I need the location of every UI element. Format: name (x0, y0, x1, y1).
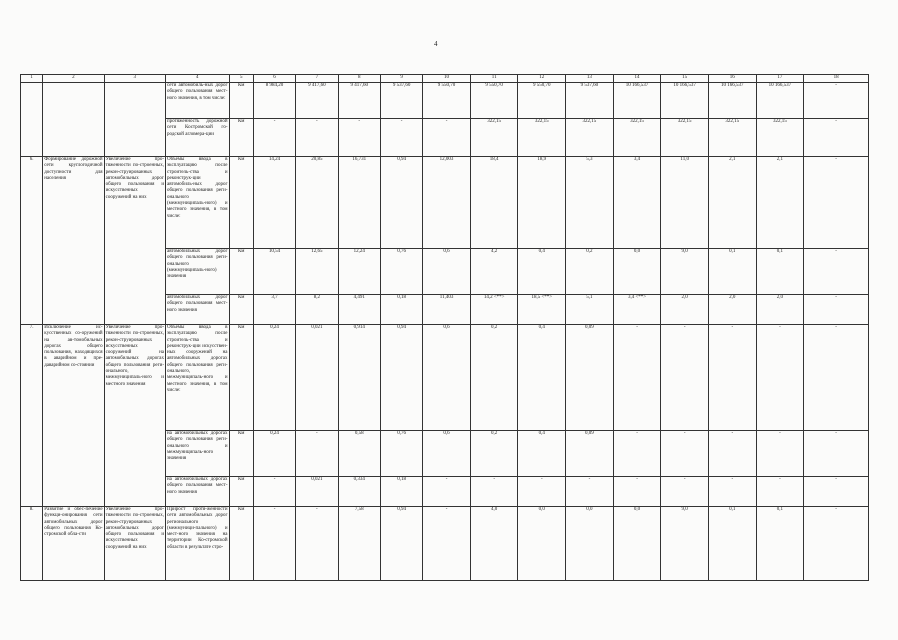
value-cell: 322,15 (661, 119, 709, 157)
value-cell: 5,3 (566, 157, 614, 249)
value-cell: - (296, 119, 338, 157)
value-cell: 9 417,60 (338, 83, 380, 119)
header-row (21, 75, 869, 83)
measure-description: автомобильных дорог общего пользования реги-онального (межмуниципаль-ного) значения (166, 249, 230, 295)
value-cell: 4,0 (470, 507, 518, 581)
value-cell: 0,18 (380, 477, 422, 507)
value-cell: - (338, 119, 380, 157)
value-cell: - (661, 431, 709, 477)
value-cell: - (296, 431, 338, 477)
value-cell: 0,4 (518, 431, 566, 477)
value-cell: - (423, 477, 471, 507)
column-header: 9 (380, 75, 422, 83)
value-cell: 10 166,537 (756, 83, 804, 119)
value-cell: 16,731 (338, 157, 380, 249)
value-cell: 4,2 (470, 249, 518, 295)
value-cell: - (470, 477, 518, 507)
value-cell: 0,1 (756, 249, 804, 295)
value-cell: 0,24 (253, 431, 295, 477)
value-cell: - (756, 325, 804, 431)
value-cell: - (423, 507, 471, 581)
measure-description: на автомобильных дорогах общего пользования реги-онального и межмуниципаль-ного значения (166, 431, 230, 477)
value-cell: - (804, 83, 869, 119)
value-cell: 9 537,60 (380, 83, 422, 119)
value-cell: 4,491 (338, 295, 380, 325)
task-name: Формирование дорожной сети круглогодичной доступности для населения (43, 157, 104, 325)
value-cell: 3,7 (253, 295, 295, 325)
value-cell: 2,1 (756, 157, 804, 249)
value-cell: 0,76 (380, 431, 422, 477)
measure-description: автомобильных дорог общего пользования мест-ного значения (166, 295, 230, 325)
unit-cell: Км (229, 157, 253, 249)
value-cell: 2,0 (708, 295, 756, 325)
measure-description: на автомобильных дорогах общего пользования мест-ного значения (166, 477, 230, 507)
value-cell: 2,1 (708, 157, 756, 249)
value-cell: 0,94 (380, 325, 422, 431)
value-cell: 322,15 (613, 119, 661, 157)
measure-description: Прирост протя-женности сети автомобильных дорог регионального (межмуници-пального) и мест-ного значения на территории Ко-стромской области в результате стро- (166, 507, 230, 581)
page-number: 4 (434, 40, 438, 48)
value-cell: 14,2 <**> (470, 295, 518, 325)
indicator-name (104, 83, 165, 157)
column-header: 15 (661, 75, 709, 83)
column-header: 7 (296, 75, 338, 83)
row-number (21, 83, 43, 157)
value-cell: 0,94 (380, 507, 422, 581)
value-cell: 10 166,537 (708, 83, 756, 119)
table-row (21, 325, 869, 431)
row-number: 8. (21, 507, 43, 581)
value-cell: 12,24 (338, 249, 380, 295)
value-cell: 0,4 (518, 325, 566, 431)
column-header: 6 (253, 75, 295, 83)
value-cell: 0,24 (253, 325, 295, 431)
unit-cell: Км (229, 249, 253, 295)
value-cell: 9,0 (661, 249, 709, 295)
value-cell: 322,15 (756, 119, 804, 157)
value-cell: 20,85 (296, 157, 338, 249)
value-cell: 18,4 (470, 157, 518, 249)
value-cell: 0,18 (380, 295, 422, 325)
value-cell: 0,09 (566, 325, 614, 431)
column-header: 17 (756, 75, 804, 83)
value-cell: - (253, 119, 295, 157)
table-row (21, 83, 869, 119)
column-header: 4 (166, 75, 230, 83)
value-cell: - (296, 507, 338, 581)
value-cell: - (804, 477, 869, 507)
value-cell: 0,1 (756, 507, 804, 581)
value-cell: 9,0 (661, 507, 709, 581)
measure-description: Объемы ввода в эксплуатацию после строитель-ства и реконструк-ции искусствен-ных сооружений на автомобильных дорогах общего пользования реги-онального, межмуниципаль-ного и местного значения, в том числе: (166, 325, 230, 431)
value-cell: 0,021 (296, 477, 338, 507)
value-cell: 0,2 (566, 249, 614, 295)
value-cell: 10 166,537 (613, 83, 661, 119)
unit-cell: Км (229, 119, 253, 157)
unit-cell: Км (229, 295, 253, 325)
value-cell: - (661, 325, 709, 431)
value-cell: - (756, 477, 804, 507)
measure-description: сети автомобиль-ных дорог общего пользования мест-ного значения, в том числе: (166, 83, 230, 119)
value-cell: 322,15 (708, 119, 756, 157)
value-cell: 18,9 (518, 157, 566, 249)
value-cell: - (566, 477, 614, 507)
value-cell: 0,4 (518, 249, 566, 295)
indicators-table (20, 74, 869, 581)
value-cell: 0,2 (470, 431, 518, 477)
value-cell: 9 550,70 (423, 83, 471, 119)
value-cell: - (661, 477, 709, 507)
value-cell: 0,94 (380, 157, 422, 249)
value-cell: - (804, 431, 869, 477)
value-cell: 9 550,70 (518, 83, 566, 119)
value-cell: - (253, 507, 295, 581)
value-cell: - (708, 431, 756, 477)
value-cell: 0,76 (380, 249, 422, 295)
value-cell: 322,15 (470, 119, 518, 157)
value-cell: 0,0 (566, 507, 614, 581)
value-cell: 8 984,20 (253, 83, 295, 119)
task-name: Исключение ис-кусственных со-оружений на ав-томобильных дорогах общего пользования, находящихся в аварийном и пре-даварийном со-стоянии (43, 325, 104, 507)
column-header: 14 (613, 75, 661, 83)
value-cell: 11,403 (423, 295, 471, 325)
value-cell: - (423, 119, 471, 157)
measure-description: протяженность дорожной сети Костромской го-родской агломера-ции (166, 119, 230, 157)
value-cell: - (380, 119, 422, 157)
value-cell: 3,4 <**> (613, 295, 661, 325)
table-row (21, 157, 869, 249)
value-cell: 0,914 (338, 325, 380, 431)
column-header: 10 (423, 75, 471, 83)
value-cell: 3,4 (613, 157, 661, 249)
column-header: 11 (470, 75, 518, 83)
value-cell: 0,09 (566, 431, 614, 477)
column-header: 18 (804, 75, 869, 83)
column-header: 12 (518, 75, 566, 83)
value-cell: 8,2 (296, 295, 338, 325)
task-name: Развитие и обес-печение функци-онирования сети автомобильных дорог общего пользования Ко-стромской обла-сти (43, 507, 104, 581)
row-number: 7. (21, 325, 43, 507)
unit-cell: Км (229, 507, 253, 581)
value-cell: 11,0 (661, 157, 709, 249)
value-cell: - (708, 325, 756, 431)
value-cell: 10,54 (253, 249, 295, 295)
value-cell: 322,15 (566, 119, 614, 157)
value-cell: 0,0 (613, 507, 661, 581)
value-cell: 2,0 (756, 295, 804, 325)
value-cell: 9 537,60 (566, 83, 614, 119)
column-header: 13 (566, 75, 614, 83)
column-header: 2 (43, 75, 104, 83)
column-header: 1 (21, 75, 43, 83)
table-row (21, 507, 869, 581)
value-cell: 14,24 (253, 157, 295, 249)
row-number: 6. (21, 157, 43, 325)
value-cell: 0,0 (613, 249, 661, 295)
value-cell: - (613, 477, 661, 507)
measure-description: Объемы ввода в эксплуатацию после строитель-ства и реконструк-ции автомобиль-ных дорог общего пользования реги-онального (межмуниципаль-ного) и местного значения, в том числе: (166, 157, 230, 249)
value-cell: - (613, 431, 661, 477)
unit-cell: Км (229, 325, 253, 431)
column-header: 16 (708, 75, 756, 83)
value-cell: - (613, 325, 661, 431)
value-cell: 0,334 (338, 477, 380, 507)
value-cell: - (804, 119, 869, 157)
indicator-name: Увеличение про-тяженности по-строенных, рекон-струированных автомобильных дорог общего пользования и искусственных сооружений на них (104, 157, 165, 325)
task-name (43, 83, 104, 157)
value-cell: - (518, 477, 566, 507)
value-cell: 2,0 (661, 295, 709, 325)
value-cell: 0,58 (338, 431, 380, 477)
value-cell: 0,1 (708, 249, 756, 295)
unit-cell: Км (229, 83, 253, 119)
value-cell: 12,003 (423, 157, 471, 249)
value-cell: 10 166,537 (661, 83, 709, 119)
value-cell: - (804, 295, 869, 325)
value-cell: - (708, 477, 756, 507)
column-header: 3 (104, 75, 165, 83)
value-cell: 322,15 (518, 119, 566, 157)
value-cell: - (804, 325, 869, 431)
value-cell: 9 550,70 (470, 83, 518, 119)
value-cell: - (253, 477, 295, 507)
value-cell: 0,021 (296, 325, 338, 431)
indicator-name: Увеличение про-тяженности по-строенных, рекон-струированных автомобильных дорог общего пользования и искусственных сооружений на них (104, 507, 165, 581)
value-cell: 7,58 (338, 507, 380, 581)
value-cell: 0,6 (423, 431, 471, 477)
value-cell: 12,65 (296, 249, 338, 295)
indicator-name: Увеличение про-тяженности по-строенных, рекон-струированных искусственных сооружений на автомобильных дорогах общего пользования реги-онального, межмуниципаль-ного и местного значения (104, 325, 165, 507)
unit-cell: Км (229, 431, 253, 477)
value-cell: - (804, 507, 869, 581)
value-cell: 0,6 (423, 325, 471, 431)
value-cell: 0,1 (708, 507, 756, 581)
value-cell: 5,1 (566, 295, 614, 325)
value-cell: 0,0 (518, 507, 566, 581)
value-cell: 0,2 (470, 325, 518, 431)
value-cell: - (804, 157, 869, 249)
unit-cell: Км (229, 477, 253, 507)
column-header: 8 (338, 75, 380, 83)
value-cell: 9 417,60 (296, 83, 338, 119)
column-header: 5 (229, 75, 253, 83)
value-cell: - (804, 249, 869, 295)
value-cell: 0,6 (423, 249, 471, 295)
value-cell: - (756, 431, 804, 477)
value-cell: 18,5 <**> (518, 295, 566, 325)
